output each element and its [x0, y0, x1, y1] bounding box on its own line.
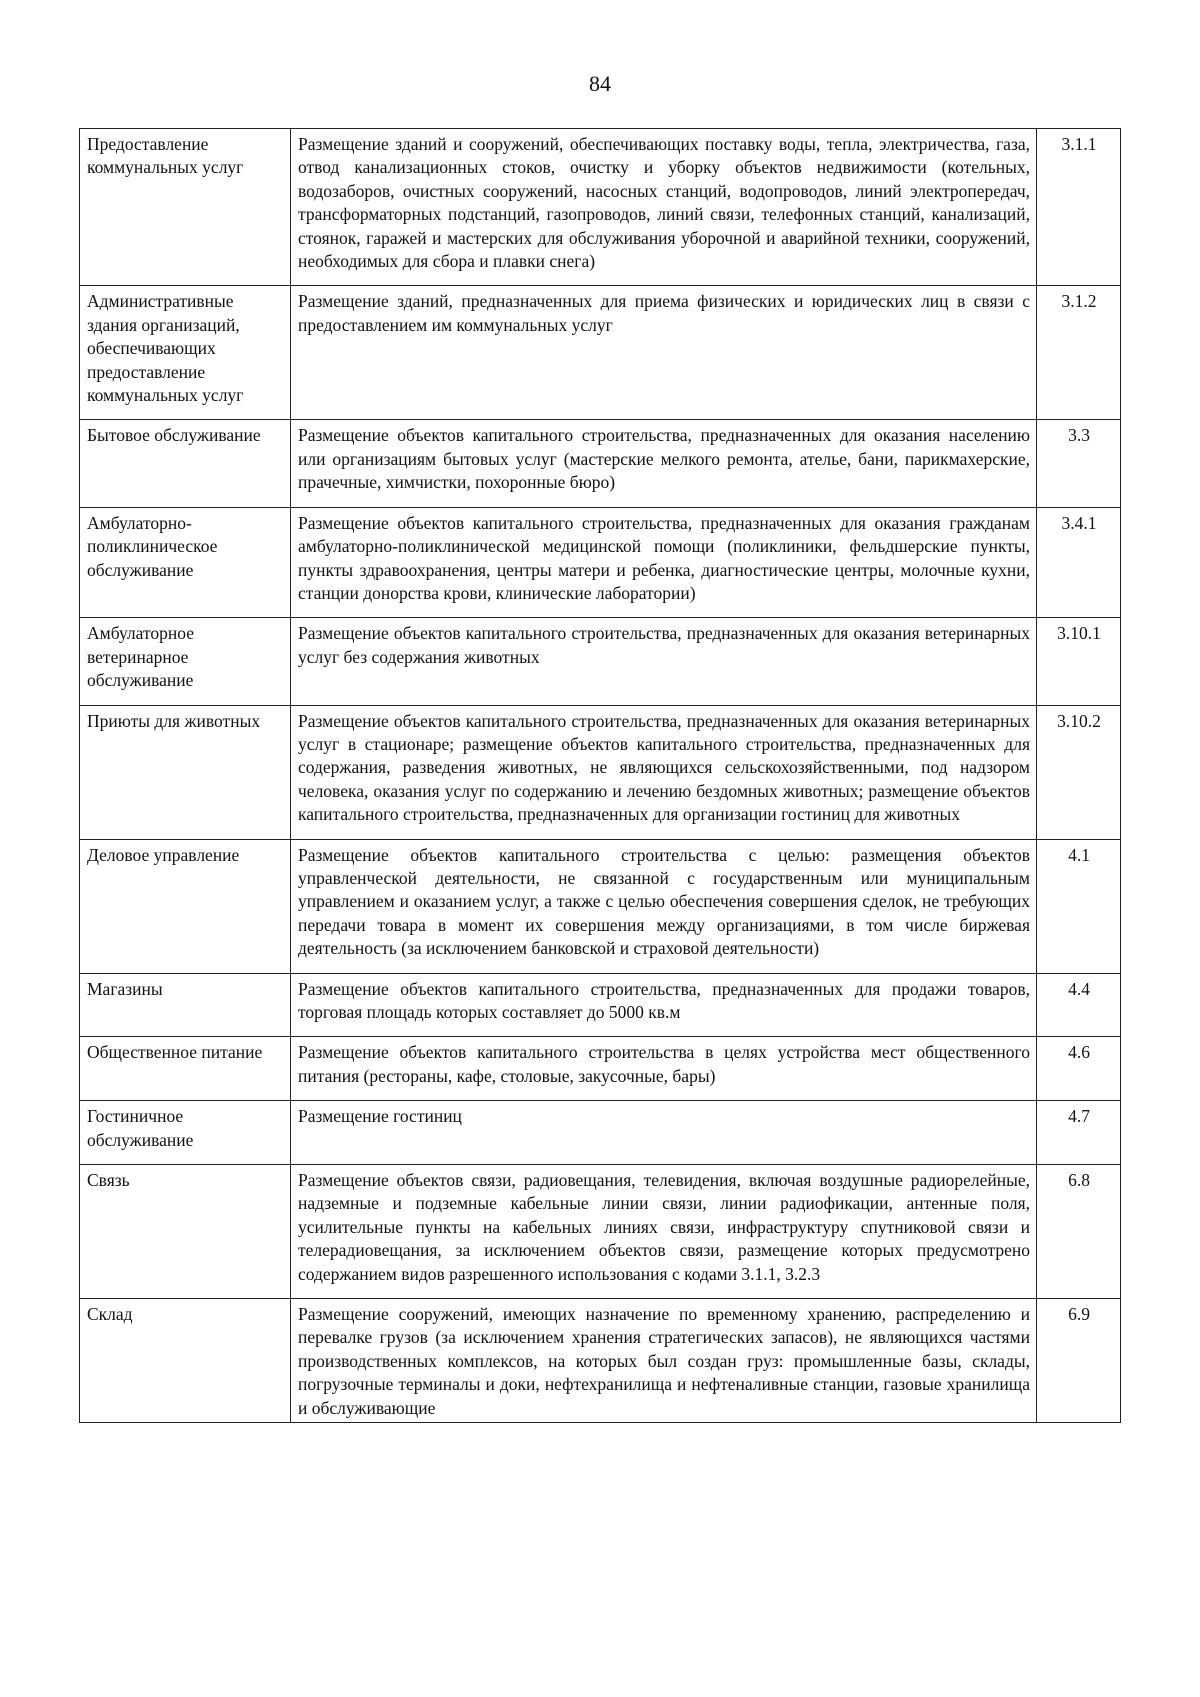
use-code-cell: 3.10.2	[1037, 705, 1121, 839]
use-description-cell: Размещение зданий, предназначенных для приема физических и юридических лиц в связи с предоставлением им коммунальных услуг	[291, 286, 1037, 420]
use-name-cell: Приюты для животных	[80, 705, 291, 839]
table-row	[80, 507, 1121, 618]
use-code-cell: 6.8	[1037, 1165, 1121, 1299]
use-name-cell: Связь	[80, 1165, 291, 1299]
use-description-cell: Размещение объектов связи, радиовещания, телевидения, включая воздушные радиорелейные, надземные и подземные кабельные линии связи, линии радиофикации, антенные поля, усилительные пункты на кабельных линиях связи, инфраструктуру спутниковой связи и телерадиовещания, за исключением объектов связи, размещение которых предусмотрено содержанием видов разрешенного использования с кодами 3.1.1, 3.2.3	[291, 1165, 1037, 1299]
use-description-cell: Размещение гостиниц	[291, 1101, 1037, 1165]
use-description-cell: Размещение объектов капитального строительства с целью: размещения объектов управленческой деятельности, не связанной с государственным или муниципальным управлением и оказанием услуг, а также с целью обеспечения совершения сделок, не требующих передачи товара в момент их совершения между организациями, в том числе биржевая деятельность (за исключением банковской и страховой деятельности)	[291, 839, 1037, 973]
use-name-cell: Предоставление коммунальных услуг	[80, 129, 291, 286]
use-name-cell: Гостиничное обслуживание	[80, 1101, 291, 1165]
use-name-cell: Административные здания организаций, обеспечивающих предоставление коммунальных услуг	[80, 286, 291, 420]
table-row	[80, 420, 1121, 507]
use-code-cell: 3.1.2	[1037, 286, 1121, 420]
table-row	[80, 705, 1121, 839]
use-code-cell: 3.1.1	[1037, 129, 1121, 286]
use-name-cell: Амбулаторно-поликлиническое обслуживание	[80, 507, 291, 618]
use-name-cell: Деловое управление	[80, 839, 291, 973]
table-row	[80, 973, 1121, 1037]
table-row	[80, 1299, 1121, 1423]
use-code-cell: 3.4.1	[1037, 507, 1121, 618]
use-name-cell: Общественное питание	[80, 1037, 291, 1101]
use-description-cell: Размещение объектов капитального строительства в целях устройства мест общественного питания (рестораны, кафе, столовые, закусочные, бары)	[291, 1037, 1037, 1101]
use-code-cell: 3.3	[1037, 420, 1121, 507]
use-code-cell: 4.6	[1037, 1037, 1121, 1101]
table-row	[80, 129, 1121, 286]
use-description-cell: Размещение сооружений, имеющих назначение по временному хранению, распределению и перевалке грузов (за исключением хранения стратегических запасов), не являющихся частями производственных комплексов, на которых был создан груз: промышленные базы, склады, погрузочные терминалы и доки, нефтехранилища и нефтеналивные станции, газовые хранилища и обслуживающие	[291, 1299, 1037, 1423]
use-name-cell: Бытовое обслуживание	[80, 420, 291, 507]
use-description-cell: Размещение зданий и сооружений, обеспечивающих поставку воды, тепла, электричества, газа, отвод канализационных стоков, очистку и уборку объектов недвижимости (котельных, водозаборов, очистных сооружений, насосных станций, водопроводов, линий электропередач, трансформаторных подстанций, газопроводов, линий связи, телефонных станций, канализаций, стоянок, гаражей и мастерских для обслуживания уборочной и аварийной техники, сооружений, необходимых для сбора и плавки снега)	[291, 129, 1037, 286]
table-row	[80, 1037, 1121, 1101]
use-description-cell: Размещение объектов капитального строительства, предназначенных для оказания населению или организациям бытовых услуг (мастерские мелкого ремонта, ателье, бани, парикмахерские, прачечные, химчистки, похоронные бюро)	[291, 420, 1037, 507]
table-row	[80, 1165, 1121, 1299]
use-description-cell: Размещение объектов капитального строительства, предназначенных для оказания ветеринарных услуг в стационаре; размещение объектов капитального строительства, предназначенных для содержания, разведения животных, не являющихся сельскохозяйственными, под надзором человека, оказания услуг по содержанию и лечению бездомных животных; размещение объектов капитального строительства, предназначенных для организации гостиниц для животных	[291, 705, 1037, 839]
table-row	[80, 1101, 1121, 1165]
use-code-cell: 3.10.1	[1037, 618, 1121, 705]
land-use-table	[79, 128, 1121, 1423]
table-row	[80, 839, 1121, 973]
use-code-cell: 4.1	[1037, 839, 1121, 973]
use-description-cell: Размещение объектов капитального строительства, предназначенных для оказания гражданам амбулаторно-поликлинической медицинской помощи (поликлиники, фельдшерские пункты, пункты здравоохранения, центры матери и ребенка, диагностические центры, молочные кухни, станции донорства крови, клинические лаборатории)	[291, 507, 1037, 618]
table-row	[80, 286, 1121, 420]
use-description-cell: Размещение объектов капитального строительства, предназначенных для продажи товаров, торговая площадь которых составляет до 5000 кв.м	[291, 973, 1037, 1037]
page-number: 84	[589, 71, 611, 96]
use-name-cell: Склад	[80, 1299, 291, 1423]
table-row	[80, 618, 1121, 705]
use-name-cell: Магазины	[80, 973, 291, 1037]
use-code-cell: 4.4	[1037, 973, 1121, 1037]
use-code-cell: 4.7	[1037, 1101, 1121, 1165]
use-description-cell: Размещение объектов капитального строительства, предназначенных для оказания ветеринарных услуг без содержания животных	[291, 618, 1037, 705]
use-name-cell: Амбулаторное ветеринарное обслуживание	[80, 618, 291, 705]
use-code-cell: 6.9	[1037, 1299, 1121, 1423]
